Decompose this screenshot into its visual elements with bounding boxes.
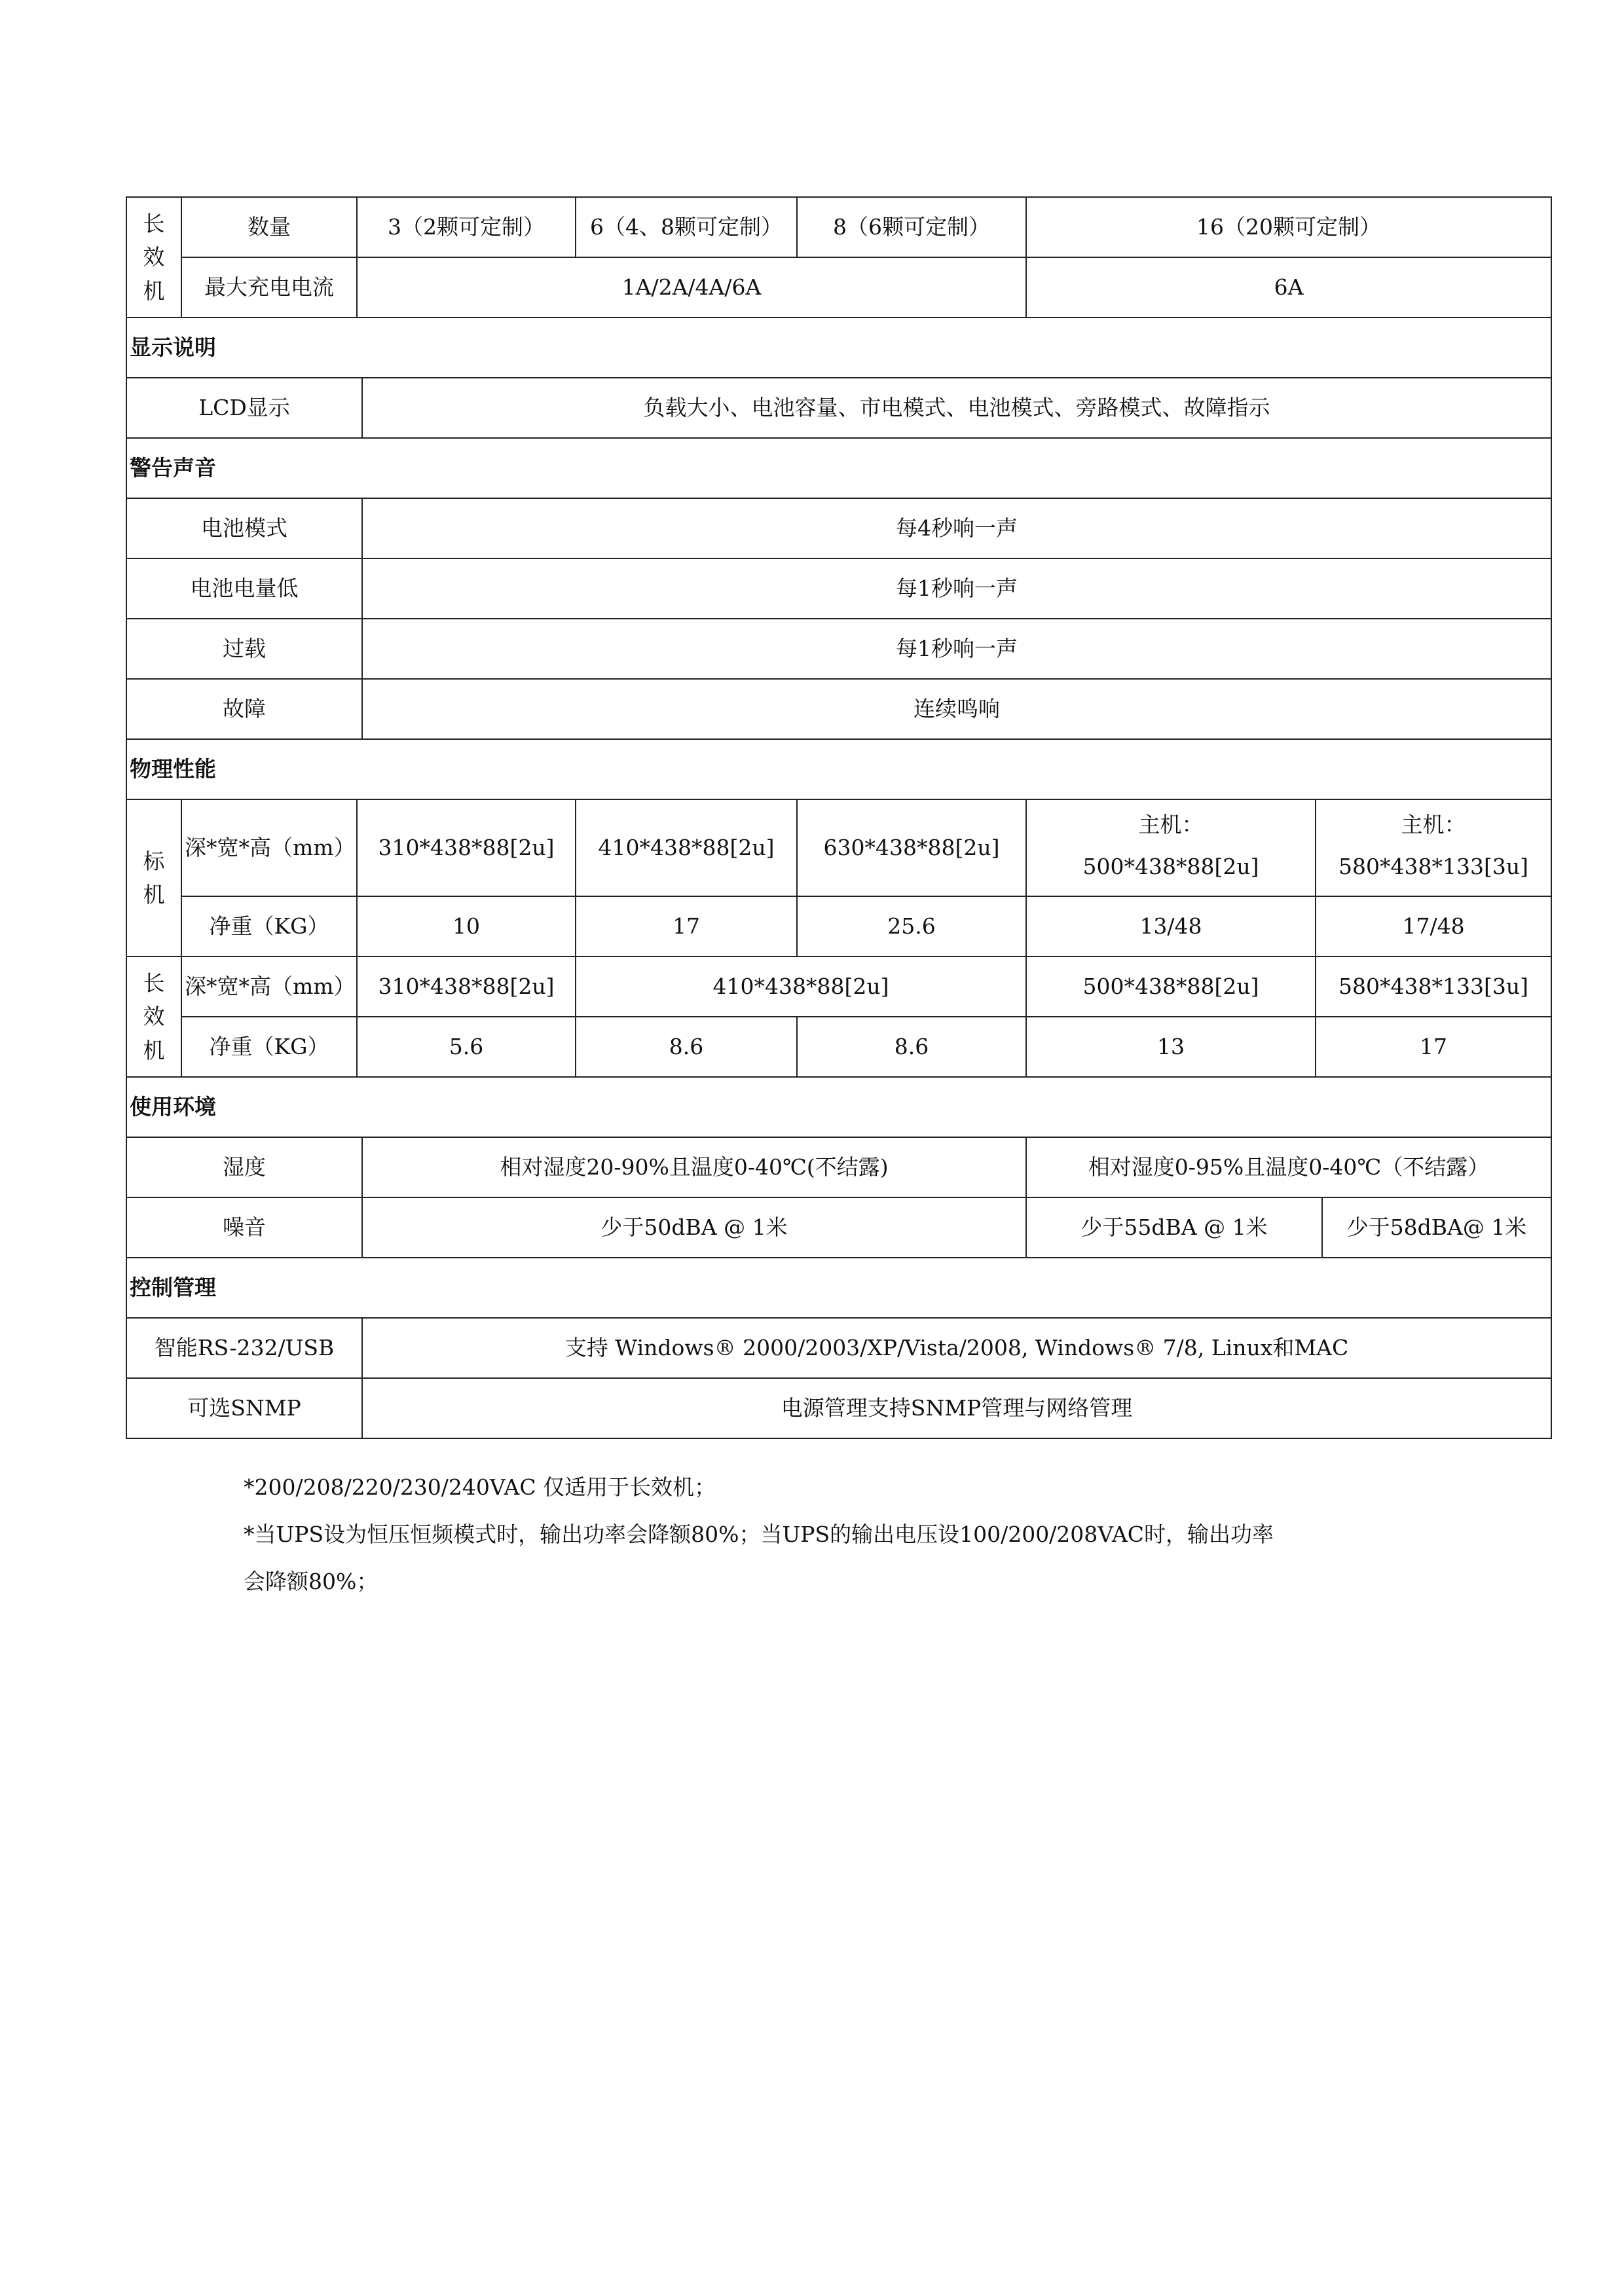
weight-value: 17: [1316, 1017, 1551, 1077]
weight-label: 净重（KG）: [181, 1017, 357, 1077]
std-dim-row: [126, 799, 1551, 896]
battery-charge-row: [126, 257, 1551, 318]
snmp-value: 电源管理支持SNMP管理与网络管理: [362, 1378, 1551, 1438]
section-row: [126, 318, 1551, 378]
dim-value: [1316, 799, 1551, 896]
qty-value: 8（6颗可定制）: [797, 197, 1026, 257]
dim-value: 500*438*88[2u]: [1026, 957, 1316, 1017]
long-weight-row: [126, 1017, 1551, 1077]
dim-host-label: 主机：: [1138, 812, 1204, 837]
alarm-label: 过载: [126, 619, 362, 679]
weight-value: 10: [357, 896, 576, 957]
footnote: *当UPS设为恒压恒频模式时，输出功率会降额80%；当UPS的输出电压设100/200/208VAC时，输出功率: [244, 1522, 1274, 1547]
weight-value: 13/48: [1026, 896, 1316, 957]
std-weight-row: [126, 896, 1551, 957]
alarm-row: [126, 619, 1551, 679]
lcd-value: 负载大小、电池容量、市电模式、电池模式、旁路模式、故障指示: [362, 378, 1551, 438]
snmp-label: 可选SNMP: [126, 1378, 362, 1438]
dim-value: 410*438*88[2u]: [576, 957, 1026, 1017]
spec-table: [126, 196, 1552, 1439]
long-dim-row: [126, 957, 1551, 1017]
alarm-row: [126, 558, 1551, 619]
section-row: [126, 438, 1551, 498]
footnote: *200/208/220/230/240VAC 仅适用于长效机；: [244, 1474, 716, 1500]
alarm-value: 连续鸣响: [362, 679, 1551, 739]
section-row: [126, 739, 1551, 799]
qty-label: 数量: [181, 197, 357, 257]
humidity-value: 相对湿度20-90%且温度0-40℃(不结露): [362, 1137, 1026, 1197]
dim-value: 310*438*88[2u]: [357, 799, 576, 896]
alarm-value: 每1秒响一声: [362, 558, 1551, 619]
dim-label: 深*宽*高（mm）: [181, 799, 357, 896]
humidity-value: 相对湿度0-95%且温度0-40℃（不结露）: [1026, 1137, 1551, 1197]
noise-value: 少于55dBA @ 1米: [1026, 1197, 1322, 1258]
rs232-value: 支持 Windows® 2000/2003/XP/Vista/2008, Windows® 7/8, Linux和MAC: [362, 1318, 1551, 1378]
qty-value: 16（20颗可定制）: [1026, 197, 1551, 257]
dim-host-label: 主机：: [1401, 812, 1466, 837]
section-title-control: 控制管理: [126, 1258, 1551, 1318]
qty-value: 3（2颗可定制）: [357, 197, 576, 257]
dim-value: 310*438*88[2u]: [357, 957, 576, 1017]
alarm-row: [126, 498, 1551, 558]
qty-value: 6（4、8颗可定制）: [576, 197, 797, 257]
noise-row: [126, 1197, 1551, 1258]
footnotes: [244, 1464, 1455, 1605]
noise-value: 少于50dBA @ 1米: [362, 1197, 1026, 1258]
section-row: [126, 1077, 1551, 1137]
lcd-label: LCD显示: [126, 378, 362, 438]
weight-value: 13: [1026, 1017, 1316, 1077]
long-group-label: 长 效 机: [126, 957, 181, 1077]
noise-value: 少于58dBA@ 1米: [1322, 1197, 1551, 1258]
humidity-label: 湿度: [126, 1137, 362, 1197]
humidity-row: [126, 1137, 1551, 1197]
charge-label: 最大充电电流: [181, 257, 357, 318]
section-title-display: 显示说明: [126, 318, 1551, 378]
noise-label: 噪音: [126, 1197, 362, 1258]
alarm-row: [126, 679, 1551, 739]
dim-host-value: 500*438*88[2u]: [1082, 854, 1259, 879]
alarm-label: 电池电量低: [126, 558, 362, 619]
alarm-label: 电池模式: [126, 498, 362, 558]
dim-host-value: 580*438*133[3u]: [1338, 854, 1528, 879]
weight-value: 17: [576, 896, 797, 957]
weight-value: 8.6: [797, 1017, 1026, 1077]
lcd-row: [126, 378, 1551, 438]
std-group-label: 标 机: [126, 799, 181, 957]
dim-label: 深*宽*高（mm）: [181, 957, 357, 1017]
battery-qty-row: [126, 197, 1551, 257]
charge-value: 6A: [1026, 257, 1551, 318]
weight-value: 17/48: [1316, 896, 1551, 957]
rs232-label: 智能RS-232/USB: [126, 1318, 362, 1378]
long-group-label: 长 效 机: [126, 197, 181, 318]
weight-value: 5.6: [357, 1017, 576, 1077]
dim-value: 630*438*88[2u]: [797, 799, 1026, 896]
rs232-row: [126, 1318, 1551, 1378]
weight-value: 8.6: [576, 1017, 797, 1077]
footnote: 会降额80%；: [244, 1569, 378, 1594]
section-title-environment: 使用环境: [126, 1077, 1551, 1137]
section-title-physical: 物理性能: [126, 739, 1551, 799]
snmp-row: [126, 1378, 1551, 1438]
alarm-value: 每4秒响一声: [362, 498, 1551, 558]
weight-value: 25.6: [797, 896, 1026, 957]
dim-value: 410*438*88[2u]: [576, 799, 797, 896]
charge-value: 1A/2A/4A/6A: [357, 257, 1026, 318]
alarm-value: 每1秒响一声: [362, 619, 1551, 679]
section-row: [126, 1258, 1551, 1318]
weight-label: 净重（KG）: [181, 896, 357, 957]
dim-value: 580*438*133[3u]: [1316, 957, 1551, 1017]
section-title-alarm: 警告声音: [126, 438, 1551, 498]
dim-value: [1026, 799, 1316, 896]
alarm-label: 故障: [126, 679, 362, 739]
